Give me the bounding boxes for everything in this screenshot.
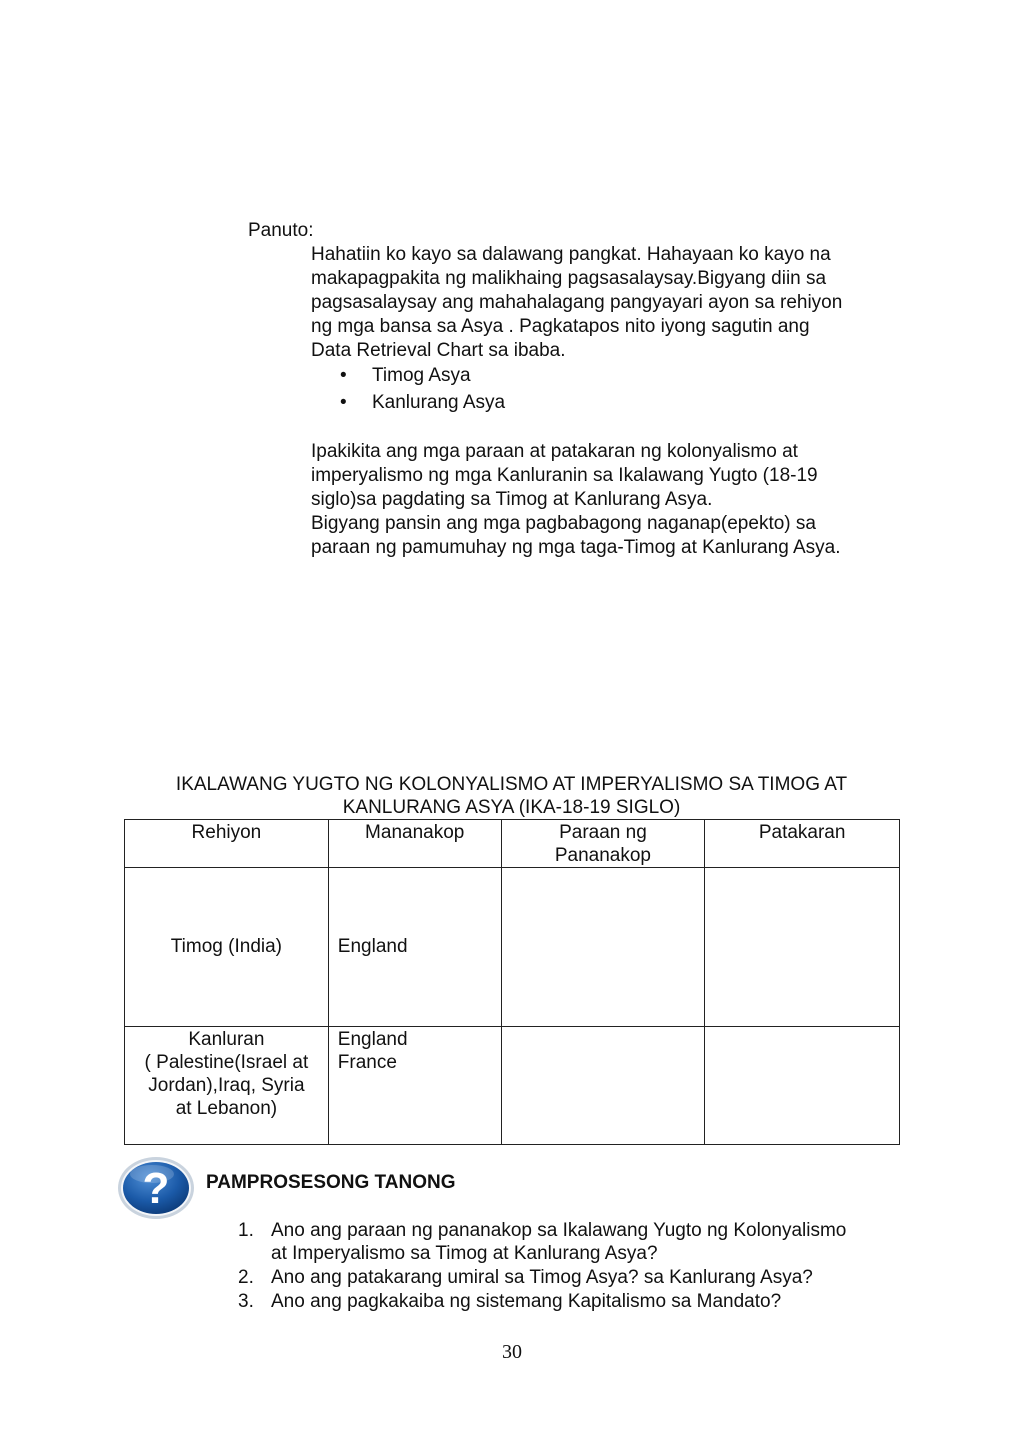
header-mananakop: Mananakop (328, 820, 501, 868)
header-patakaran: Patakaran (705, 820, 900, 868)
cell-line: France (337, 1052, 397, 1073)
instructions-paragraph-2 (311, 440, 911, 560)
bullet-icon: • (340, 365, 347, 386)
question-text (271, 1290, 781, 1313)
region-bullet-list (340, 364, 505, 418)
list-item (238, 1266, 918, 1289)
bullet-icon: • (340, 392, 347, 413)
title-line: KANLURANG ASYA (IKA-18-19 SIGLO) (342, 797, 681, 818)
page-number: 30 (502, 1341, 522, 1363)
header-rehiyon: Rehiyon (125, 820, 329, 868)
text-line: siglo)sa pagdating sa Timog at Kanlurang Asya. (311, 489, 713, 510)
question-text (271, 1219, 846, 1265)
text-line: paraan ng pamumuhay ng mga taga-Timog at Kanlurang Asya. (311, 537, 841, 558)
cell-colonizers (328, 868, 501, 1027)
text-line: Ano ang paraan ng pananakop sa Ikalawang Yugto ng Kolonyalismo (271, 1220, 847, 1241)
cell-line: at Lebanon) (175, 1098, 278, 1119)
text-line: Ano ang pagkakaiba ng sistemang Kapitalismo sa Mandato? (271, 1291, 782, 1312)
text-line: imperyalismo ng mga Kanluranin sa Ikalawang Yugto (18-19 (311, 465, 818, 486)
cell-line: Kanluran (188, 1029, 265, 1050)
instructions-paragraph (311, 243, 911, 363)
text-line: ng mga bansa sa Asya . Pagkatapos nito iyong sagutin ang (311, 316, 810, 337)
header-line: Pananakop (554, 845, 652, 866)
cell-policy (705, 1027, 900, 1145)
cell-method (501, 1027, 705, 1145)
list-item (238, 1290, 918, 1313)
table-title (124, 773, 899, 819)
list-item (340, 391, 505, 418)
cell-line: England (337, 936, 408, 957)
bullet-text: Kanlurang Asya (372, 392, 506, 413)
text-line: Ipakikita ang mga paraan at patakaran ng kolonyalismo at (311, 441, 798, 462)
cell-line: ( Palestine(Israel at (144, 1052, 309, 1073)
question-number: 1. (238, 1220, 254, 1241)
list-item (238, 1219, 918, 1265)
header-line: Paraan ng (559, 822, 647, 843)
cell-policy (705, 868, 900, 1027)
list-item (340, 364, 505, 391)
data-retrieval-chart (124, 819, 900, 1145)
question-number: 3. (238, 1291, 254, 1312)
cell-line: Jordan),Iraq, Syria (148, 1075, 305, 1096)
cell-region (125, 1027, 329, 1145)
text-line: Data Retrieval Chart sa ibaba. (311, 340, 566, 361)
text-line: at Imperyalismo sa Timog at Kanlurang Asya? (271, 1243, 658, 1264)
text-line: Bigyang pansin ang mga pagbabagong naganap(epekto) sa (311, 513, 816, 534)
title-line: IKALAWANG YUGTO NG KOLONYALISMO AT IMPERYALISMO SA TIMOG AT (175, 774, 848, 795)
question-mark-icon (117, 1156, 195, 1220)
table-row (125, 1027, 900, 1145)
svg-text:?: ? (142, 1164, 170, 1213)
text-line: Ano ang patakarang umiral sa Timog Asya? sa Kanlurang Asya? (271, 1267, 813, 1288)
cell-line: England (337, 1029, 408, 1050)
question-number: 2. (238, 1267, 254, 1288)
text-line: makapagpakita ng malikhaing pagsasalaysay.Bigyang diin sa (311, 268, 827, 289)
process-questions-list (238, 1219, 918, 1314)
cell-method (501, 868, 705, 1027)
text-line: pagsasalaysay ang mahahalagang pangyayari ayon sa rehiyon (311, 292, 843, 313)
cell-colonizers (328, 1027, 501, 1145)
cell-region (125, 868, 329, 1027)
bullet-text: Timog Asya (372, 365, 471, 386)
instructions-label: Panuto: (248, 220, 314, 241)
table-row (125, 868, 900, 1027)
text-line: Hahatiin ko kayo sa dalawang pangkat. Hahayaan ko kayo na (311, 244, 831, 265)
header-paraan-ng-pananakop (501, 820, 705, 868)
question-text (271, 1266, 813, 1289)
table-header-row (125, 820, 900, 868)
cell-line: Timog (India) (170, 936, 282, 957)
process-questions-heading: PAMPROSESONG TANONG (206, 1172, 456, 1193)
